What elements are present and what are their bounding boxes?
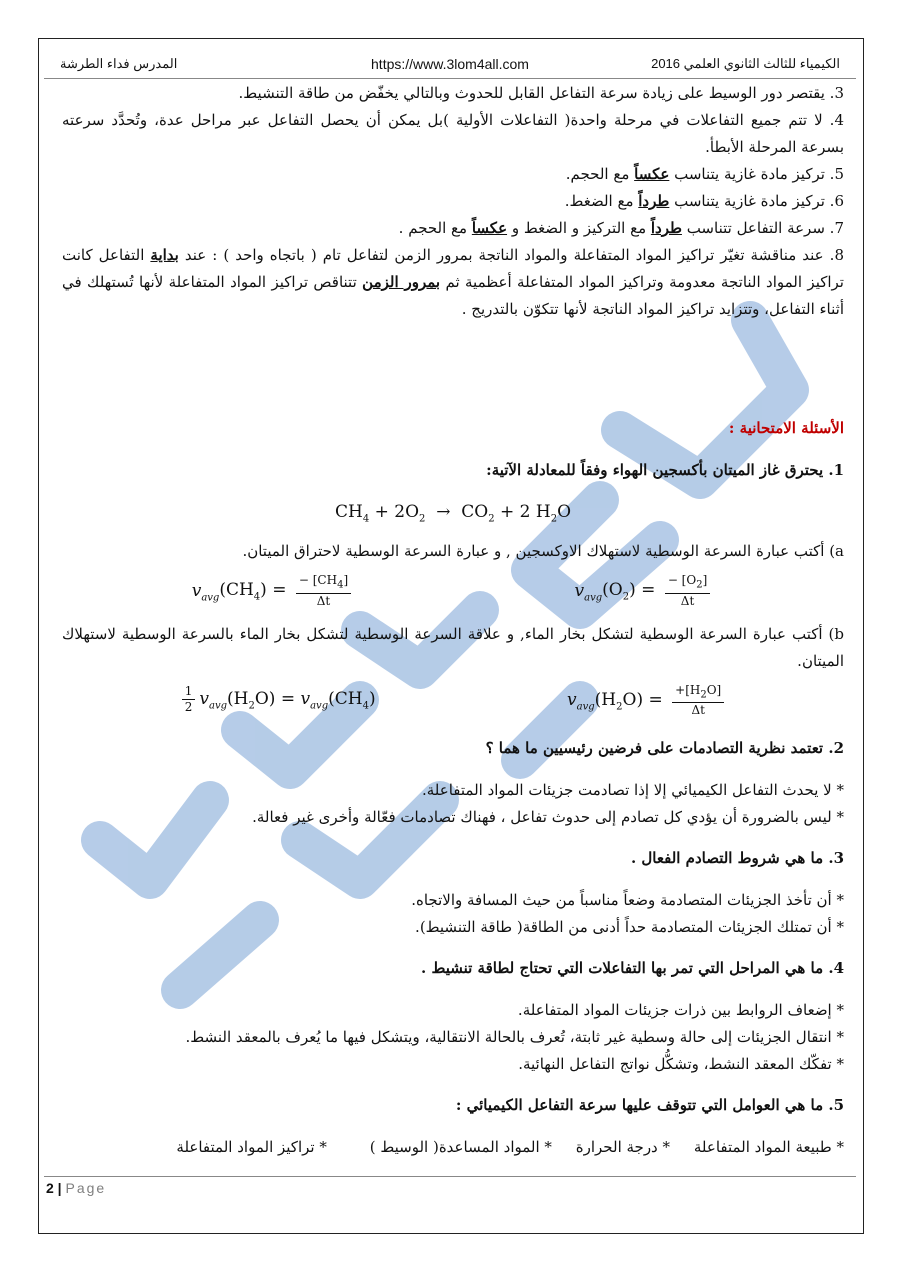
question-1-title: 1. يحترق غاز الميتان بأكسجين الهواء وفقاً للمعادلة الآتية: [486, 461, 844, 479]
page-header [60, 56, 840, 76]
main-content [62, 80, 844, 1161]
list-item: * إضعاف الروابط بين ذرات جزيئات المواد المتفاعلة. [517, 1000, 844, 1019]
page-number: 2 [46, 1180, 54, 1196]
header-url[interactable]: https://www.3lom4all.com [371, 56, 529, 72]
section-title: الأسئلة الامتحانية : [728, 419, 844, 437]
header-author: المدرس فداء الطرشة [60, 56, 178, 71]
point-6: 6. تركيز مادة غازية يتناسب طرداً مع الضغط. [564, 192, 844, 210]
page-footer: 2 | Page [46, 1180, 107, 1196]
list-item: * أن تأخذ الجزيئات المتصادمة وضعاً مناسباً من حيث المسافة والاتجاه. [411, 890, 844, 909]
rate-equations-b: $\frac{1}{2}$ $v_{avg}(H_2O) = v_{avg}(CH_4)$ $v_{avg}(H_2O)$ = $\frac{+[H_2O]}{\Delta t}$ [62, 683, 844, 721]
factors-list [62, 1134, 844, 1161]
header-divider [44, 78, 856, 79]
list-item: * تراكيز المواد المتفاعلة [176, 1137, 327, 1156]
list-item: * ليس بالضرورة أن يؤدي كل تصادم إلى حدوث تفاعل ، فهناك تصادمات فعّالة وأخرى غير فعالة. [252, 807, 844, 826]
footer-divider [44, 1176, 856, 1177]
list-item: * طبيعة المواد المتفاعلة [693, 1137, 844, 1156]
list-item: * أن تمتلك الجزيئات المتصادمة حداً أدنى من الطاقة( طاقة التنشيط). [415, 917, 844, 936]
header-course: الكيمياء للثالث الثانوي العلمي 2016 [651, 56, 840, 71]
list-item: * لا يحدث التفاعل الكيميائي إلا إذا تصادمت جزيئات المواد المتفاعلة. [421, 780, 844, 799]
point-4: 4. لا تتم جميع التفاعلات في مرحلة واحدة( التفاعلات الأولية )بل يمكن أن يحصل التفاعل عبر مراحل عدة، وتُحدَّد سرعته بسرعة المرحلة الأبطأ. [62, 111, 844, 156]
question-1b: b) أكتب عبارة السرعة الوسطية لتشكل بخار الماء, و علاقة السرعة الوسطية لتشكل بخار الماء بالسرعة الوسطية لاستهلاك الميتان. [62, 624, 844, 670]
question-1a: a) أكتب عبارة السرعة الوسطية لاستهلاك الاوكسجين , و عبارة السرعة الوسطية لاحتراق الميتان. [242, 542, 844, 561]
question-5-title: 5. ما هي العوامل التي تتوقف عليها سرعة التفاعل الكيميائي : [455, 1095, 844, 1114]
question-2-title: 2. تعتمد نظرية التصادمات على فرضين رئيسيين ما هما ؟ [485, 738, 844, 757]
list-item: * انتقال الجزيئات إلى حالة وسطية غير ثابتة، تُعرف بالحالة الانتقالية، ويتشكل فيها ما يُعرف بالمعقد النشط. [185, 1027, 844, 1046]
rate-equations-a: $v_{avg}(CH_4)$ = $\frac{- [CH_4]}{\Delta t}$ $v_{avg}(O_2)$ = $\frac{- [O_2]}{\Delta t}$ [62, 573, 844, 611]
point-3: 3. يقتصر دور الوسيط على زيادة سرعة التفاعل القابل للحدوث وبالتالي يخفّض من طاقة التنشيط. [238, 84, 844, 102]
question-4-title: 4. ما هي المراحل التي تمر بها التفاعلات التي تحتاج لطاقة تنشيط . [421, 958, 844, 977]
list-item: * تفكّك المعقد النشط، وتشكُّل نواتج التفاعل النهائية. [518, 1054, 844, 1073]
point-5: 5. تركيز مادة غازية يتناسب عكساً مع الحجم. [565, 165, 844, 183]
list-item: * المواد المساعدة( الوسيط ) [369, 1137, 552, 1156]
point-8: 8. عند مناقشة تغيّر تراكيز المواد المتفاعلة والمواد الناتجة بمرور الزمن لتفاعل تام ( باتجاه واحد ) : عند بداية التفاعل كانت تراكيز المواد الناتجة معدومة وتراكيز المواد المتفاعلة أعظمية ثم بمرور الزمن تتناقص تراكيز المواد المتفاعلة لأنها تُستهلك في أثناء التفاعل، وتتزايد تراكيز المواد الناتجة لأنها تتكوّن بالتدريج . [62, 246, 844, 318]
list-item: * درجة الحرارة [575, 1137, 671, 1156]
page-label: Page [65, 1180, 107, 1196]
point-7: 7. سرعة التفاعل تتناسب طرداً مع التركيز و الضغط و عكساً مع الحجم . [398, 219, 844, 237]
question-3-title: 3. ما هي شروط التصادم الفعال . [630, 848, 844, 867]
combustion-equation: $CH_4 + 2O_2 \to CO_2 + 2$ $H_2O$ [334, 502, 571, 525]
